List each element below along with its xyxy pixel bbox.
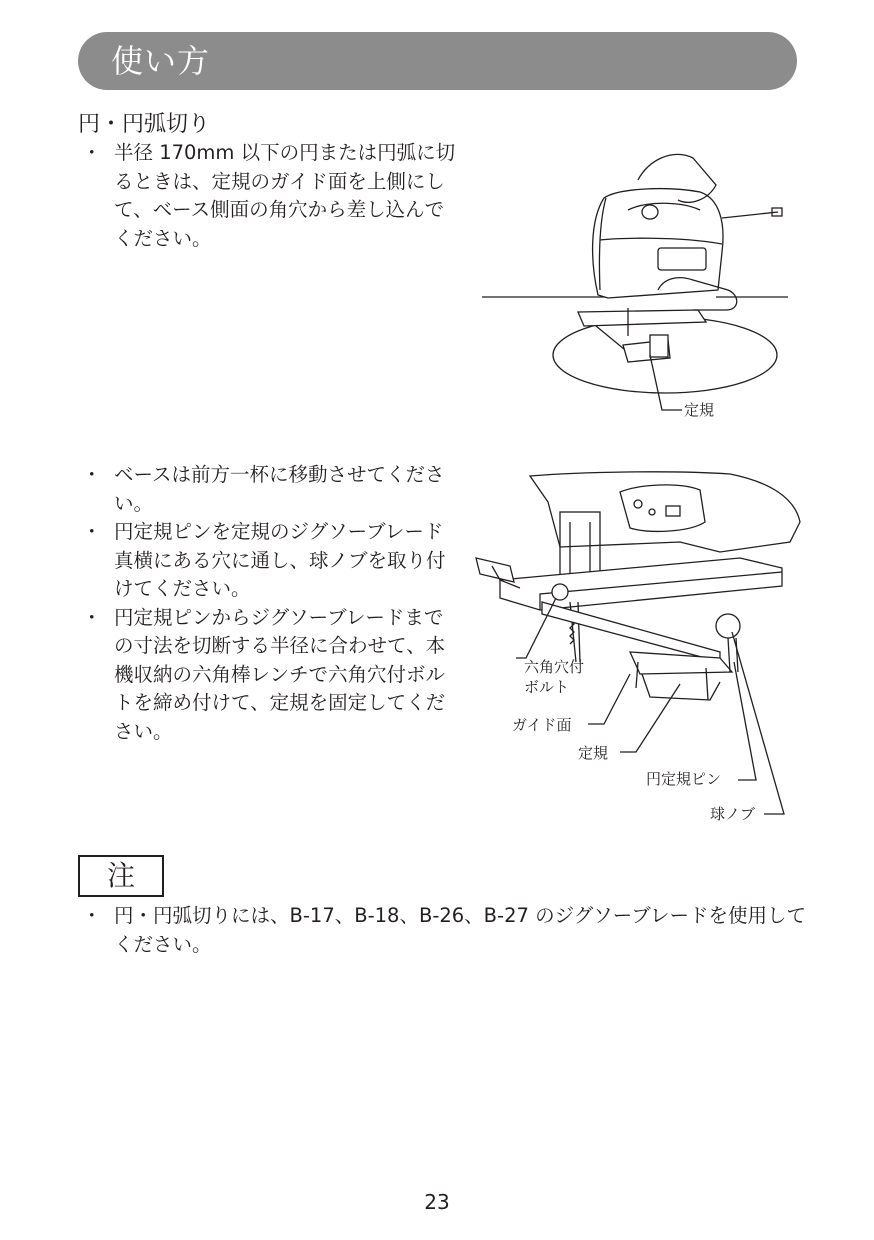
page-title: 使い方 (111, 42, 211, 80)
instruction-list-1 (80, 139, 460, 253)
instruction-list-2 (80, 461, 460, 746)
note-label: 注 (106, 859, 135, 892)
jigsaw-circle-cut-illustration (478, 140, 798, 425)
instruction-item: ・ ベースは前方一杯に移動させてください。 (80, 461, 460, 518)
circle-guide-assembly-illustration (470, 462, 805, 832)
note-list (80, 902, 820, 959)
page-number: 23 (424, 1190, 450, 1214)
ball-knob-label: 球ノブ (710, 805, 756, 823)
instruction-item: ・ 半径 170mm 以下の円または円弧に切るときは、定規のガイド面を上側にして、ベース側面の角穴から差し込んでください。 (80, 139, 460, 253)
circle-pin-label: 円定規ピン (646, 770, 722, 788)
instruction-item: ・ 円定規ピンからジグソーブレードまでの寸法を切断する半径に合わせて、本機収納の六角棒レンチで六角穴付ボルトを締め付けて、定規を固定してください。 (80, 604, 460, 747)
hex-bolt-label-line1: 六角穴付 (524, 658, 585, 676)
instruction-item: ・ 円定規ピンを定規のジグソーブレード真横にある穴に通し、球ノブを取り付けてください。 (80, 518, 460, 604)
section-title: 円・円弧切り (78, 112, 211, 137)
guide-face-label: ガイド面 (512, 716, 572, 734)
guide-label: 定規 (578, 744, 609, 762)
section-header-bar (78, 32, 797, 90)
hex-bolt-label-line2: ボルト (524, 678, 570, 696)
note-box (78, 855, 164, 897)
guide-label: 定規 (684, 401, 715, 419)
note-item: ・ 円・円弧切りには、B-17、B-18、B-26、B-27 のジグソーブレードを使用してください。 (80, 902, 820, 959)
